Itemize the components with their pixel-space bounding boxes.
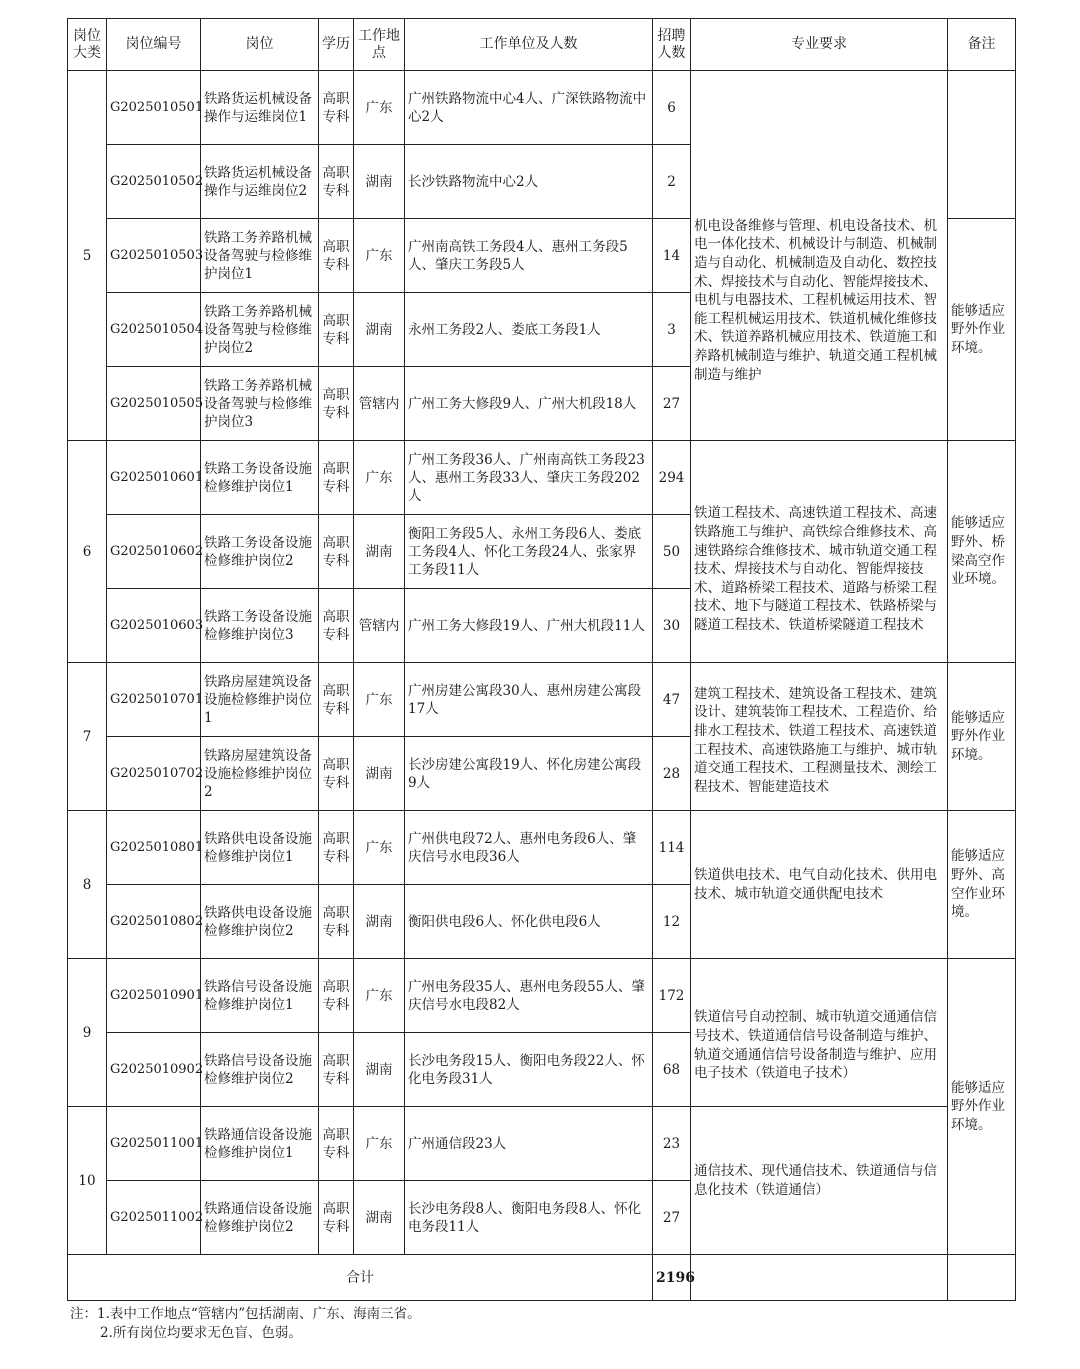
post-code: G2025010502	[107, 145, 201, 219]
location: 广东	[354, 959, 405, 1033]
header-count: 招聘人数	[653, 19, 691, 71]
location: 湖南	[354, 293, 405, 367]
header-row	[68, 19, 1016, 71]
location: 湖南	[354, 1033, 405, 1107]
count: 68	[653, 1033, 691, 1107]
count: 27	[653, 367, 691, 441]
post-code: G2025010702	[107, 737, 201, 811]
count: 2	[653, 145, 691, 219]
education: 高职专科	[319, 959, 354, 1033]
education: 高职专科	[319, 515, 354, 589]
post-name: 铁路工务设备设施检修维护岗位3	[201, 589, 319, 663]
education: 高职专科	[319, 737, 354, 811]
category-cell: 7	[68, 663, 107, 811]
remark-cell: 能够适应野外作业环境。	[948, 959, 1016, 1255]
category-cell: 10	[68, 1107, 107, 1255]
post-name: 铁路供电设备设施检修维护岗位1	[201, 811, 319, 885]
post-name: 铁路通信设备设施检修维护岗位2	[201, 1181, 319, 1255]
category-cell: 6	[68, 441, 107, 663]
education: 高职专科	[319, 811, 354, 885]
units: 广州工务大修段19人、广州大机段11人	[405, 589, 653, 663]
units: 广州铁路物流中心4人、广深铁路物流中心2人	[405, 71, 653, 145]
major-requirements: 建筑工程技术、建筑设备工程技术、建筑设计、建筑装饰工程技术、工程造价、给排水工程技术、铁道工程技术、高速铁道工程技术、高速铁路施工与维护、城市轨道交通工程技术、工程测量技术、测绘工程技术、智能建造技术	[691, 663, 948, 811]
post-name: 铁路供电设备设施检修维护岗位2	[201, 885, 319, 959]
units: 广州工务大修段9人、广州大机段18人	[405, 367, 653, 441]
category-cell: 5	[68, 71, 107, 441]
count: 12	[653, 885, 691, 959]
units: 永州工务段2人、娄底工务段1人	[405, 293, 653, 367]
post-name: 铁路房屋建筑设备设施检修维护岗位1	[201, 663, 319, 737]
location: 湖南	[354, 515, 405, 589]
post-code: G2025011002	[107, 1181, 201, 1255]
count: 6	[653, 71, 691, 145]
major-requirements: 通信技术、现代通信技术、铁道通信与信息化技术（铁道通信）	[691, 1107, 948, 1255]
location: 湖南	[354, 885, 405, 959]
major-requirements: 铁道信号自动控制、城市轨道交通通信信号技术、铁道通信信号设备制造与维护、轨道交通通信信号设备制造与维护、应用电子技术（铁道电子技术）	[691, 959, 948, 1107]
post-code: G2025010701	[107, 663, 201, 737]
post-name: 铁路房屋建筑设备设施检修维护岗位2	[201, 737, 319, 811]
count: 50	[653, 515, 691, 589]
location: 广东	[354, 663, 405, 737]
major-requirements: 铁道工程技术、高速铁道工程技术、高速铁路施工与维护、高铁综合维修技术、高速铁路综合维修技术、城市轨道交通工程技术、焊接技术与自动化、智能焊接技术、道路桥梁工程技术、道路与桥梁工程技术、地下与隧道工程技术、铁路桥梁与隧道工程技术、铁道桥梁隧道工程技术	[691, 441, 948, 663]
category-cell: 8	[68, 811, 107, 959]
post-code: G2025010503	[107, 219, 201, 293]
education: 高职专科	[319, 663, 354, 737]
location: 管辖内	[354, 589, 405, 663]
total-row	[68, 1255, 1016, 1301]
education: 高职专科	[319, 293, 354, 367]
count: 27	[653, 1181, 691, 1255]
header-units: 工作单位及人数	[405, 19, 653, 71]
remark-cell: 能够适应野外作业环境。	[948, 663, 1016, 811]
location: 广东	[354, 1107, 405, 1181]
post-name: 铁路信号设备设施检修维护岗位2	[201, 1033, 319, 1107]
header-education: 学历	[319, 19, 354, 71]
units: 长沙电务段8人、衡阳电务段8人、怀化电务段11人	[405, 1181, 653, 1255]
education: 高职专科	[319, 1181, 354, 1255]
footnote-1: 注：1.表中工作地点“管辖内”包括湖南、广东、海南三省。	[70, 1306, 421, 1322]
location: 广东	[354, 71, 405, 145]
count: 114	[653, 811, 691, 885]
remark-cell: 能够适应野外、桥梁高空作业环境。	[948, 441, 1016, 663]
recruitment-table	[67, 18, 1016, 1301]
total-label: 合计	[68, 1255, 653, 1301]
units: 衡阳工务段5人、永州工务段6人、娄底工务段4人、怀化工务段24人、张家界工务段11人	[405, 515, 653, 589]
footnote-2: 2.所有岗位均要求无色盲、色弱。	[100, 1325, 302, 1341]
table-row	[68, 1107, 1016, 1181]
location: 湖南	[354, 737, 405, 811]
header-major: 专业要求	[691, 19, 948, 71]
education: 高职专科	[319, 71, 354, 145]
education: 高职专科	[319, 1107, 354, 1181]
post-code: G2025010802	[107, 885, 201, 959]
units: 长沙房建公寓段19人、怀化房建公寓段9人	[405, 737, 653, 811]
post-code: G2025010501	[107, 71, 201, 145]
location: 湖南	[354, 145, 405, 219]
count: 23	[653, 1107, 691, 1181]
post-name: 铁路工务设备设施检修维护岗位2	[201, 515, 319, 589]
post-name: 铁路工务养路机械设备驾驶与检修维护岗位2	[201, 293, 319, 367]
education: 高职专科	[319, 367, 354, 441]
header-location: 工作地点	[354, 19, 405, 71]
post-code: G2025010902	[107, 1033, 201, 1107]
header-code: 岗位编号	[107, 19, 201, 71]
header-category: 岗位大类	[68, 19, 107, 71]
education: 高职专科	[319, 219, 354, 293]
post-code: G2025010603	[107, 589, 201, 663]
post-code: G2025010801	[107, 811, 201, 885]
units: 长沙铁路物流中心2人	[405, 145, 653, 219]
post-code: G2025010601	[107, 441, 201, 515]
category-cell: 9	[68, 959, 107, 1107]
units: 广州通信段23人	[405, 1107, 653, 1181]
total-remark-empty	[948, 1255, 1016, 1301]
table-row	[68, 959, 1016, 1033]
education: 高职专科	[319, 1033, 354, 1107]
units: 广州电务段35人、惠州电务段55人、肇庆信号水电段82人	[405, 959, 653, 1033]
post-name: 铁路货运机械设备操作与运维岗位1	[201, 71, 319, 145]
total-value: 2196	[653, 1255, 691, 1301]
post-name: 铁路货运机械设备操作与运维岗位2	[201, 145, 319, 219]
post-name: 铁路工务养路机械设备驾驶与检修维护岗位3	[201, 367, 319, 441]
location: 广东	[354, 811, 405, 885]
footnotes	[70, 1305, 421, 1343]
location: 湖南	[354, 1181, 405, 1255]
count: 28	[653, 737, 691, 811]
table-row	[68, 663, 1016, 737]
location: 广东	[354, 219, 405, 293]
total-major-empty	[691, 1255, 948, 1301]
remark-cell: 能够适应野外、高空作业环境。	[948, 811, 1016, 959]
count: 294	[653, 441, 691, 515]
header-remark: 备注	[948, 19, 1016, 71]
remark-cell: 能够适应野外作业环境。	[948, 219, 1016, 441]
post-name: 铁路通信设备设施检修维护岗位1	[201, 1107, 319, 1181]
units: 广州南高铁工务段4人、惠州工务段5人、肇庆工务段5人	[405, 219, 653, 293]
education: 高职专科	[319, 885, 354, 959]
education: 高职专科	[319, 145, 354, 219]
location: 管辖内	[354, 367, 405, 441]
location: 广东	[354, 441, 405, 515]
education: 高职专科	[319, 441, 354, 515]
post-name: 铁路工务养路机械设备驾驶与检修维护岗位1	[201, 219, 319, 293]
count: 3	[653, 293, 691, 367]
table-row	[68, 811, 1016, 885]
units: 衡阳供电段6人、怀化供电段6人	[405, 885, 653, 959]
count: 30	[653, 589, 691, 663]
major-requirements: 铁道供电技术、电气自动化技术、供用电技术、城市轨道交通供配电技术	[691, 811, 948, 959]
post-code: G2025010504	[107, 293, 201, 367]
post-name: 铁路工务设备设施检修维护岗位1	[201, 441, 319, 515]
units: 广州房建公寓段30人、惠州房建公寓段17人	[405, 663, 653, 737]
count: 14	[653, 219, 691, 293]
major-requirements: 机电设备维修与管理、机电设备技术、机电一体化技术、机械设计与制造、机械制造与自动化、机械制造及自动化、数控技术、焊接技术与自动化、智能焊接技术、电机与电器技术、工程机械运用技术、智能工程机械运用技术、铁道机械化维修技术、铁道养路机械应用技术、铁道施工和养路机械制造与维护、轨道交通工程机械制造与维护	[691, 71, 948, 441]
count: 47	[653, 663, 691, 737]
education: 高职专科	[319, 589, 354, 663]
units: 广州工务段36人、广州南高铁工务段23人、惠州工务段33人、肇庆工务段202人	[405, 441, 653, 515]
post-code: G2025010602	[107, 515, 201, 589]
post-code: G2025010505	[107, 367, 201, 441]
units: 长沙电务段15人、衡阳电务段22人、怀化电务段31人	[405, 1033, 653, 1107]
post-code: G2025011001	[107, 1107, 201, 1181]
count: 172	[653, 959, 691, 1033]
table-row	[68, 71, 1016, 145]
units: 广州供电段72人、惠州电务段6人、肇庆信号水电段36人	[405, 811, 653, 885]
post-name: 铁路信号设备设施检修维护岗位1	[201, 959, 319, 1033]
remark-cell	[948, 71, 1016, 219]
post-code: G2025010901	[107, 959, 201, 1033]
header-post: 岗位	[201, 19, 319, 71]
table-row	[68, 441, 1016, 515]
